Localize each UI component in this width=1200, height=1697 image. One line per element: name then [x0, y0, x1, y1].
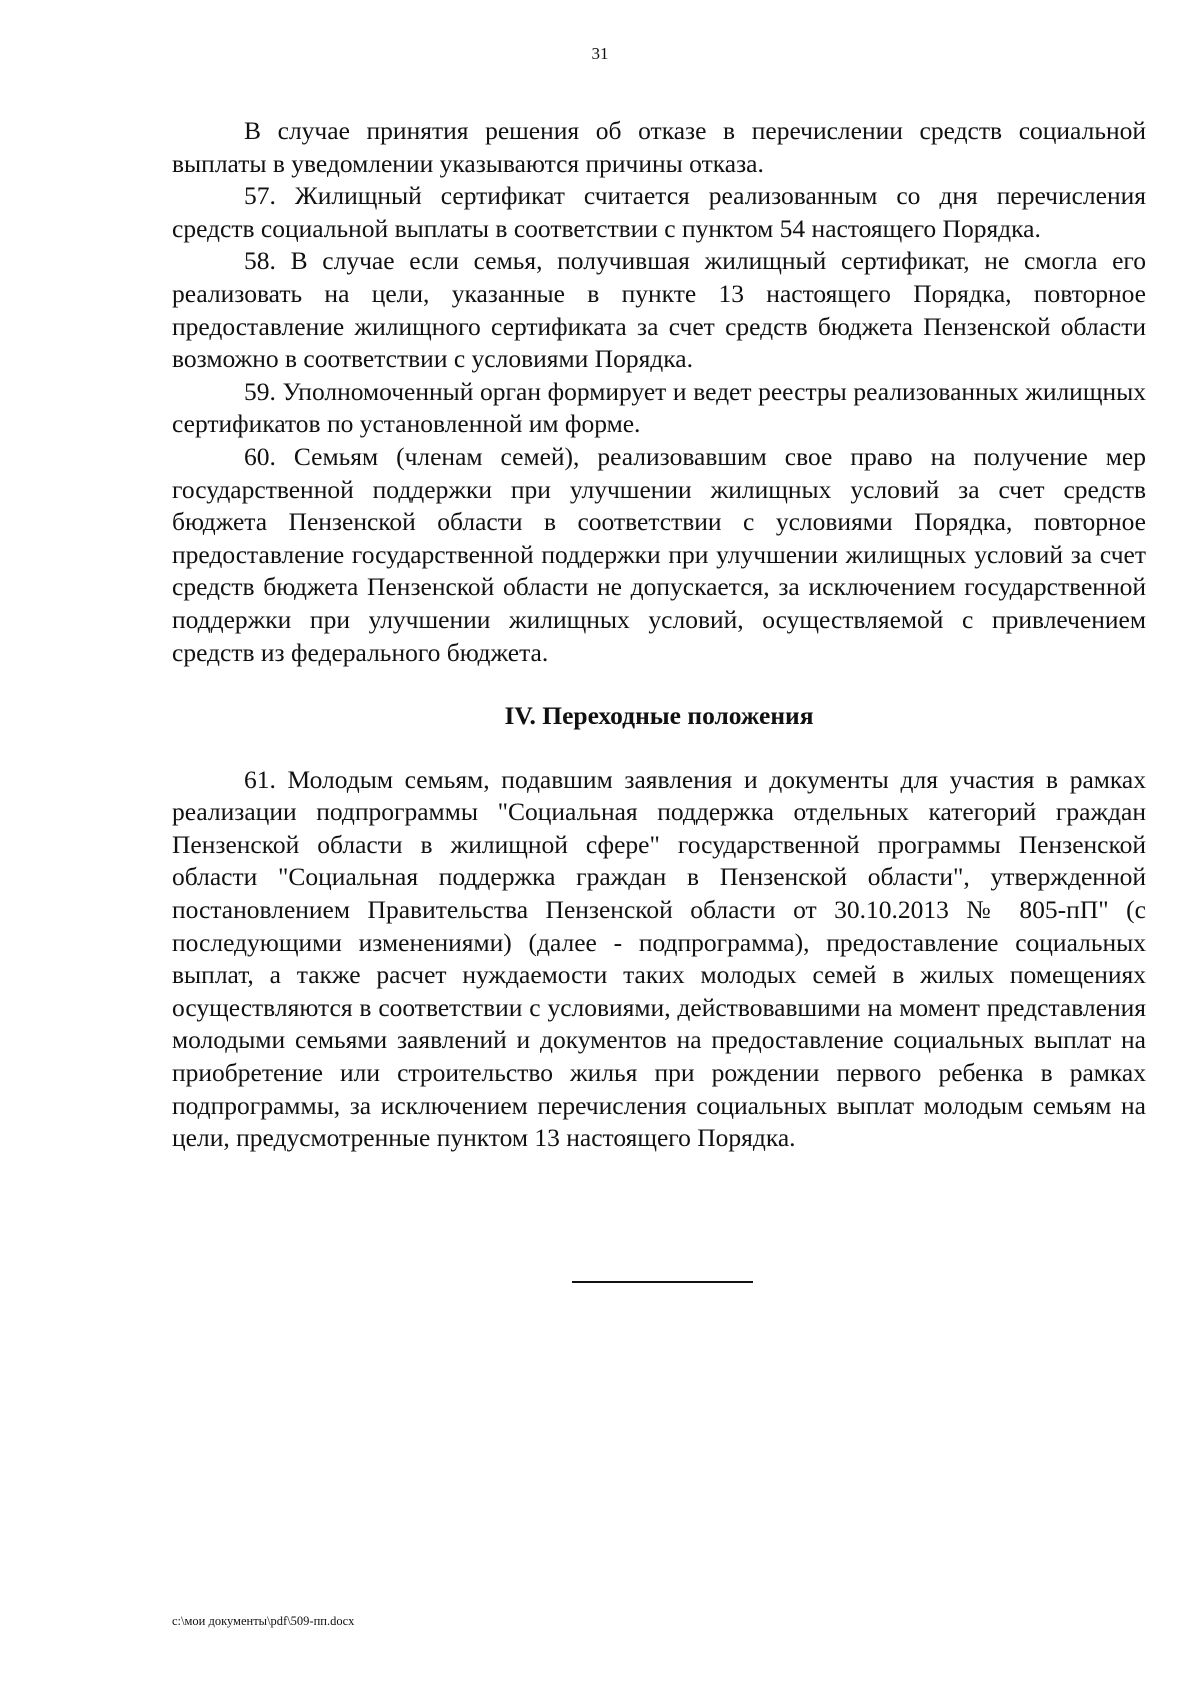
- section-heading: IV. Переходные положения: [504, 701, 814, 731]
- paragraph-57: 57. Жилищный сертификат считается реализованным со дня перечисления средств социальной выплаты в соответствии с пунктом 54 настоящего Порядка.: [172, 181, 1146, 243]
- paragraph-refusal-notice: В случае принятия решения об отказе в перечислении средств социальной выплаты в уведомлении указываются причины отказа.: [172, 116, 1146, 178]
- paragraph-60: 60. Семьям (членам семей), реализовавшим свое право на получение мер государственной поддержки при улучшении жилищных условий за счет средств бюджета Пензенской области в соответствии с условиями Порядка, повторное предоставление государственной поддержки при улучшении жилищных условий за счет средств бюджета Пензенской области не допускается, за исключением государственной поддержки при улучшении жилищных условий, осуществляемой с привлечением средств из федерального бюджета.: [172, 441, 1146, 667]
- page-number: 31: [591, 44, 609, 63]
- end-of-document-rule: [572, 1281, 753, 1283]
- paragraph-59: 59. Уполномоченный орган формирует и ведет реестры реализованных жилищных сертификатов по установленной им форме.: [172, 376, 1146, 439]
- paragraph-61: 61. Молодым семьям, подавшим заявления и документы для участия в рамках реализации подпрограммы "Социальная поддержка отдельных категорий граждан Пензенской области в жилищной сфере" государственной программы Пензенской области "Социальная поддержка граждан в Пензенской области", утвержденной постановлением Правительства Пензенской области от 30.10.2013 № 805-пП" (с последующими изменениями) (далее - подпрограмма), предоставление социальных выплат, а также расчет нуждаемости таких молодых семей в жилых помещениях осуществляются в соответствии с условиями, действовавшими на момент представления молодыми семьями заявлений и документов на предоставление социальных выплат на приобретение или строительство жилья при рождении первого ребенка в рамках подпрограммы, за исключением перечисления социальных выплат молодым семьям на цели, предусмотренные пунктом 13 настоящего Порядка.: [172, 764, 1146, 1153]
- document-body: [172, 115, 1146, 1155]
- paragraph-58: 58. В случае если семья, получившая жилищный сертификат, не смогла его реализовать на цели, указанные в пункте 13 настоящего Порядка, повторное предоставление жилищного сертификата за счет средств бюджета Пензенской области возможно в соответствии с условиями Порядка.: [172, 246, 1146, 374]
- footer-file-path: c:\мои документы\pdf\509-пп.docx: [172, 1614, 355, 1628]
